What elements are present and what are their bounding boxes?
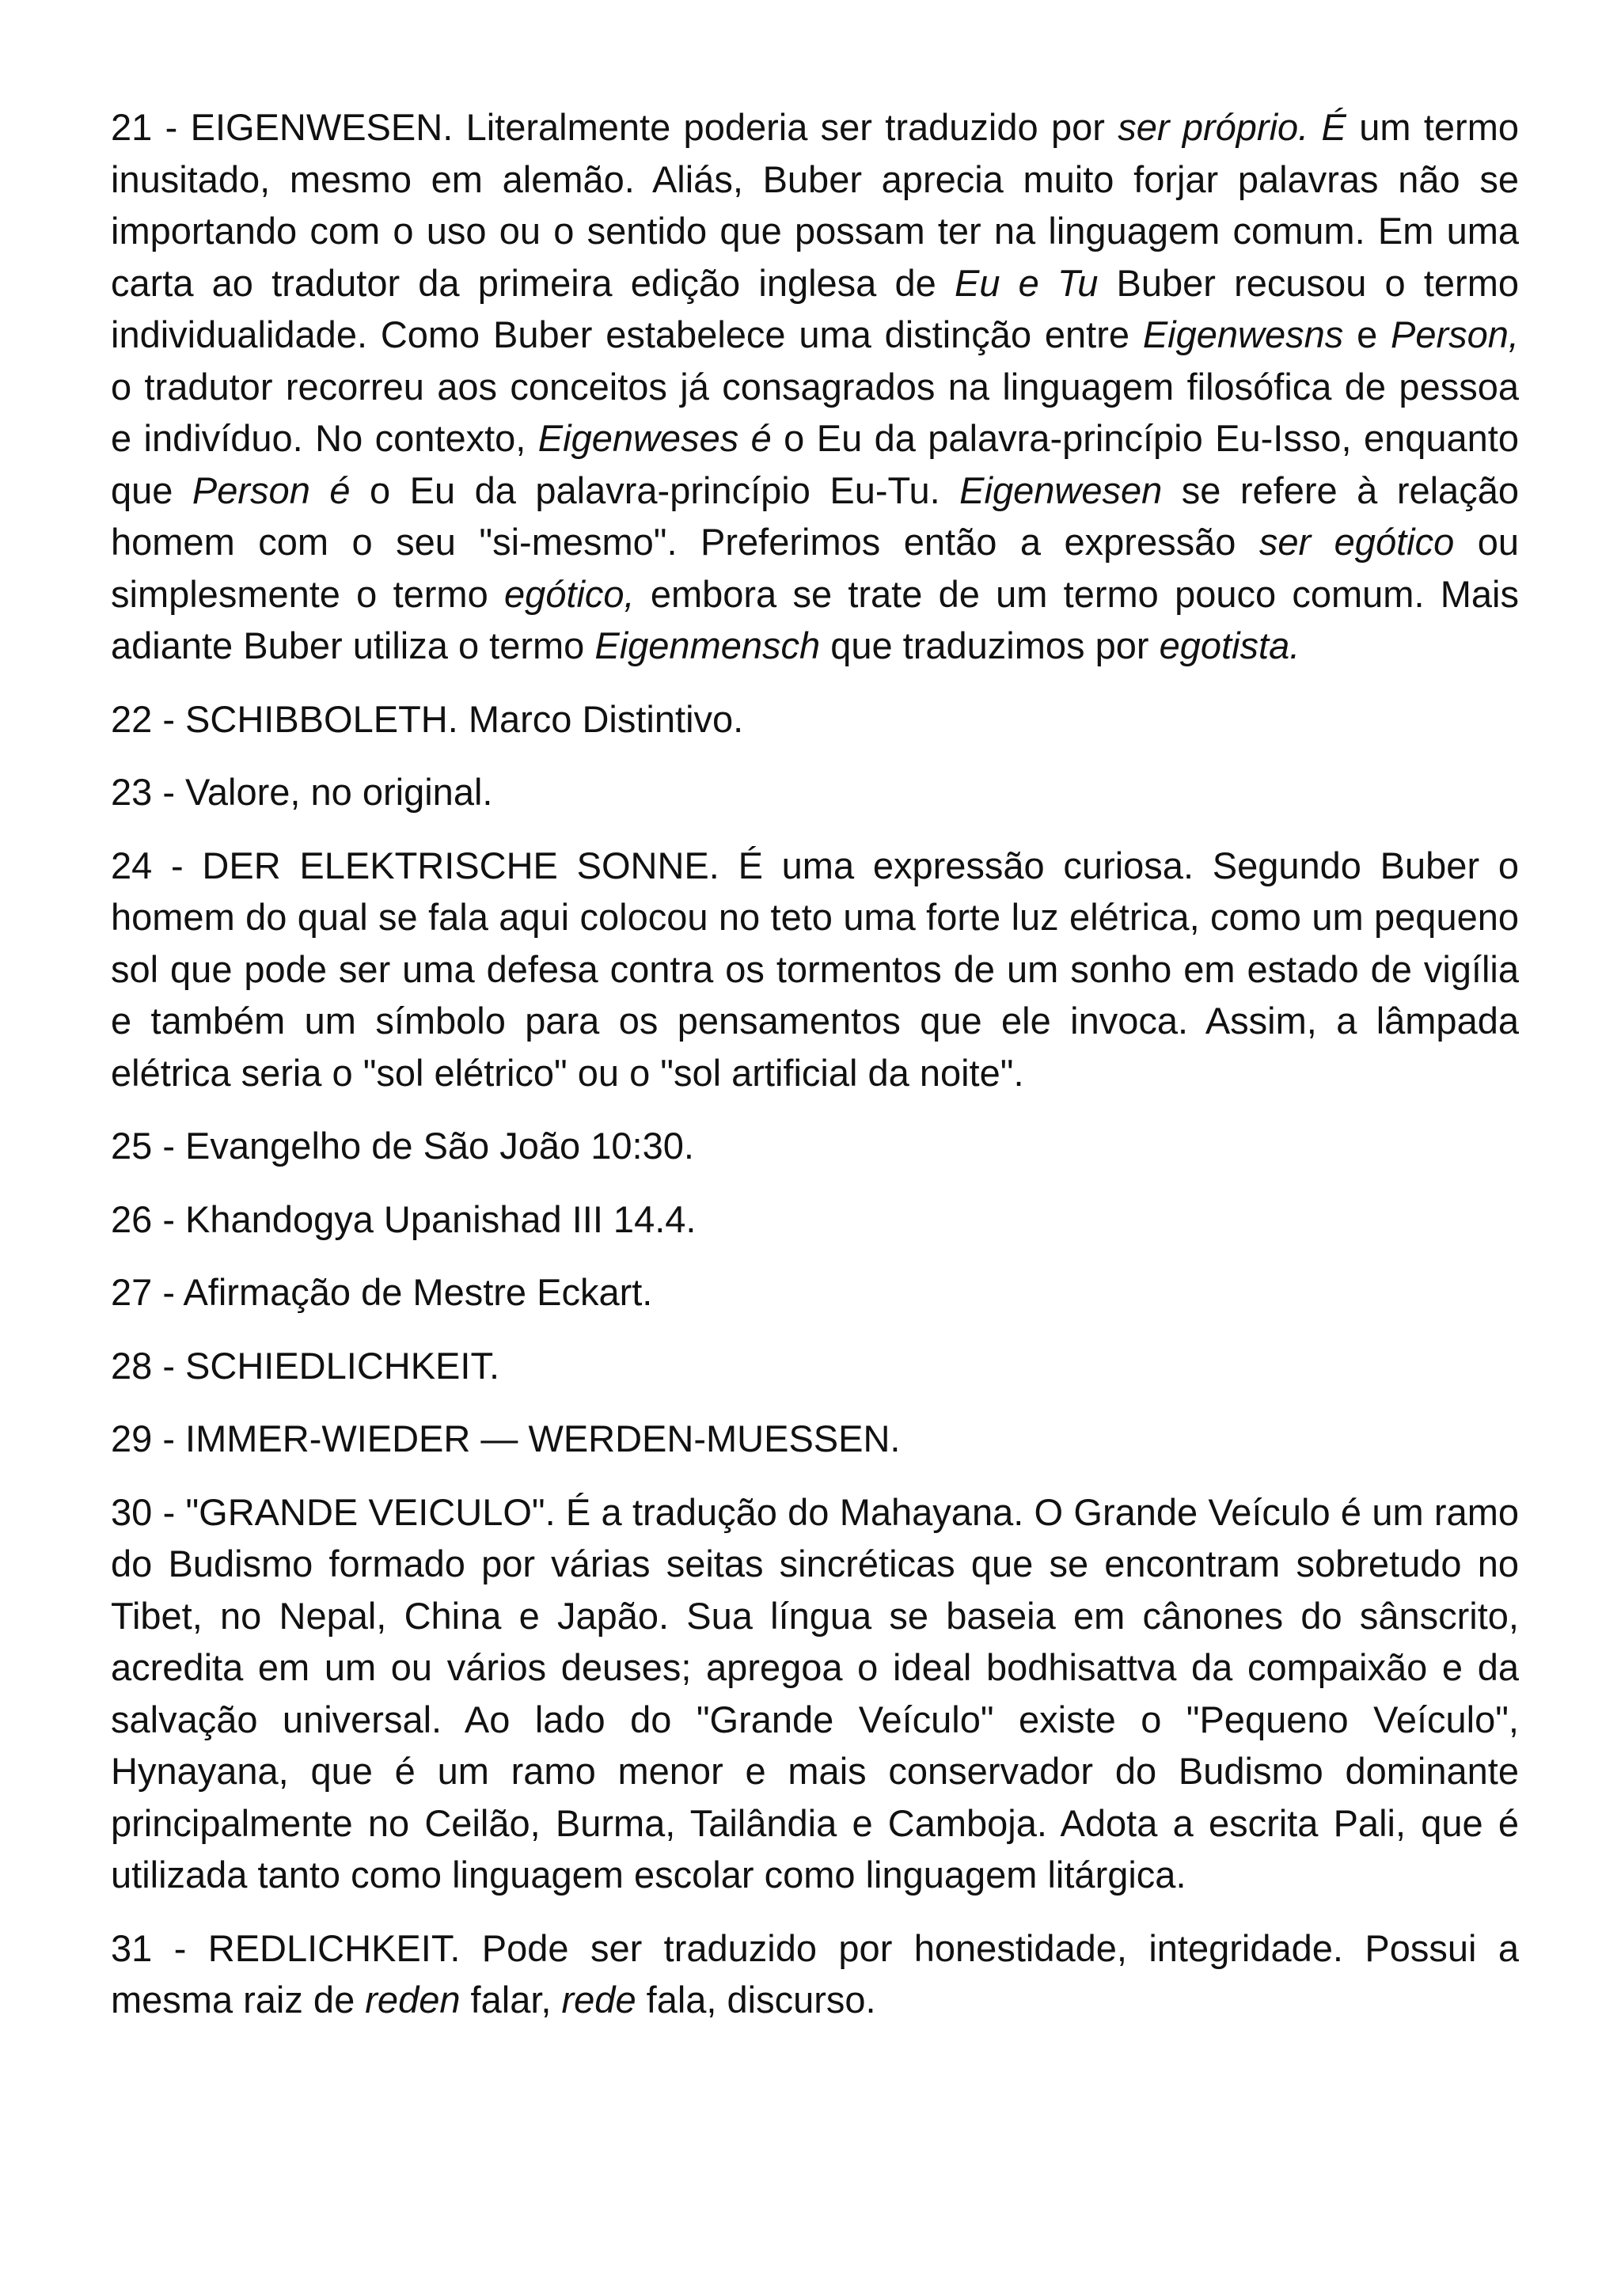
note-text: e [1343,313,1391,355]
note-italic-text: Eigenmensch [594,624,821,666]
note-text: 30 - "GRANDE VEICULO". É a tradução do Mahayana. O Grande Veículo é um ramo do Budismo formado por várias seitas sincréticas que se encontram sobretudo no Tibet, no Nepal, China e Japão. Sua língua se baseia em cânones do sânscrito, acredita em um ou vários deuses; apregoa o ideal bodhisattva da compaixão e da salvação universal. Ao lado do "Grande Veículo" existe o "Pequeno Veículo", Hynayana, que é um ramo menor e mais conservador do Budismo dominante principalmente no Ceilão, Burma, Tailândia e Camboja. Adota a escrita Pali, que é utilizada tanto como linguagem escolar como linguagem litárgica. [111,1490,1519,1896]
note-italic-text: reden [365,1979,461,2021]
note-31 [111,1922,1519,2026]
note-italic-text: Eu e Tu [954,261,1099,304]
note-text: 22 - SCHIBBOLETH. Marco Distintivo. [111,697,744,740]
note-text: que traduzimos por [820,624,1160,666]
note-italic-text: rede [561,1979,636,2021]
note-29 [111,1413,1519,1465]
note-24 [111,840,1519,1099]
note-22 [111,693,1519,746]
note-text: se refere à relação homem com o seu "si-mesmo". Preferimos então a expressão [111,469,1519,563]
note-italic-text: ser próprio. É [1118,106,1346,148]
note-italic-text: Eigenwesen [959,469,1163,511]
note-text: 21 - EIGENWESEN. Literalmente poderia ser traduzido por [111,106,1118,148]
note-26 [111,1194,1519,1246]
note-text: 23 - Valore, no original. [111,771,493,813]
note-text: o Eu da palavra-princípio Eu-Isso, enquanto que [111,417,1519,511]
notes-page [111,101,1519,2047]
note-27 [111,1266,1519,1319]
note-italic-text: Eigenwesns [1142,313,1344,355]
note-text: o Eu da palavra-princípio Eu-Tu. [350,469,960,511]
note-21 [111,101,1519,672]
note-23 [111,766,1519,818]
note-text: 27 - Afirmação de Mestre Eckart. [111,1271,653,1313]
note-text: 26 - Khandogya Upanishad III 14.4. [111,1197,697,1240]
note-italic-text: egotista. [1159,624,1300,666]
note-25 [111,1120,1519,1172]
note-italic-text: egótico, [503,572,635,615]
note-italic-text: ser egótico [1258,521,1455,563]
note-text: 25 - Evangelho de São João 10:30. [111,1125,694,1167]
note-text: 24 - DER ELEKTRISCHE SONNE. É uma expressão curiosa. Segundo Buber o homem do qual se fala aqui colocou no teto uma forte luz elétrica, como um pequeno sol que pode ser uma defesa contra os tormentos de um sonho em estado de vigília e também um símbolo para os pensamentos que ele invoca. Assim, a lâmpada elétrica seria o "sol elétrico" ou o "sol artificial da noite". [111,844,1519,1094]
note-text: o tradutor recorreu aos conceitos já consagrados na linguagem filosófica de pessoa e indivíduo. No contexto, [111,365,1519,459]
note-text: falar, [460,1979,562,2021]
note-text: 29 - IMMER-WIEDER — WERDEN-MUESSEN. [111,1417,901,1459]
note-text: fala, discurso. [636,1979,876,2021]
note-28 [111,1340,1519,1392]
note-text: ou simplesmente o termo [111,521,1520,615]
note-italic-text: Eigenweses é [537,417,772,459]
note-text: Buber recusou o termo individualidade. Como Buber estabelece uma distinção entre [111,261,1519,355]
note-italic-text: Person é [192,469,351,511]
note-italic-text: Person, [1391,313,1519,355]
note-text: 28 - SCHIEDLICHKEIT. [111,1344,500,1387]
note-text: um termo inusitado, mesmo em alemão. Aliás, Buber aprecia muito forjar palavras não se importando com o uso ou o sentido que possam ter na linguagem comum. Em uma carta ao tradutor da primeira edição inglesa de [111,106,1519,304]
note-text: 31 - REDLICHKEIT. Pode ser traduzido por honestidade, integridade. Possui a mesma raiz de [111,1926,1519,2021]
note-30 [111,1486,1519,1901]
note-text: embora se trate de um termo pouco comum. Mais adiante Buber utiliza o termo [111,572,1519,666]
